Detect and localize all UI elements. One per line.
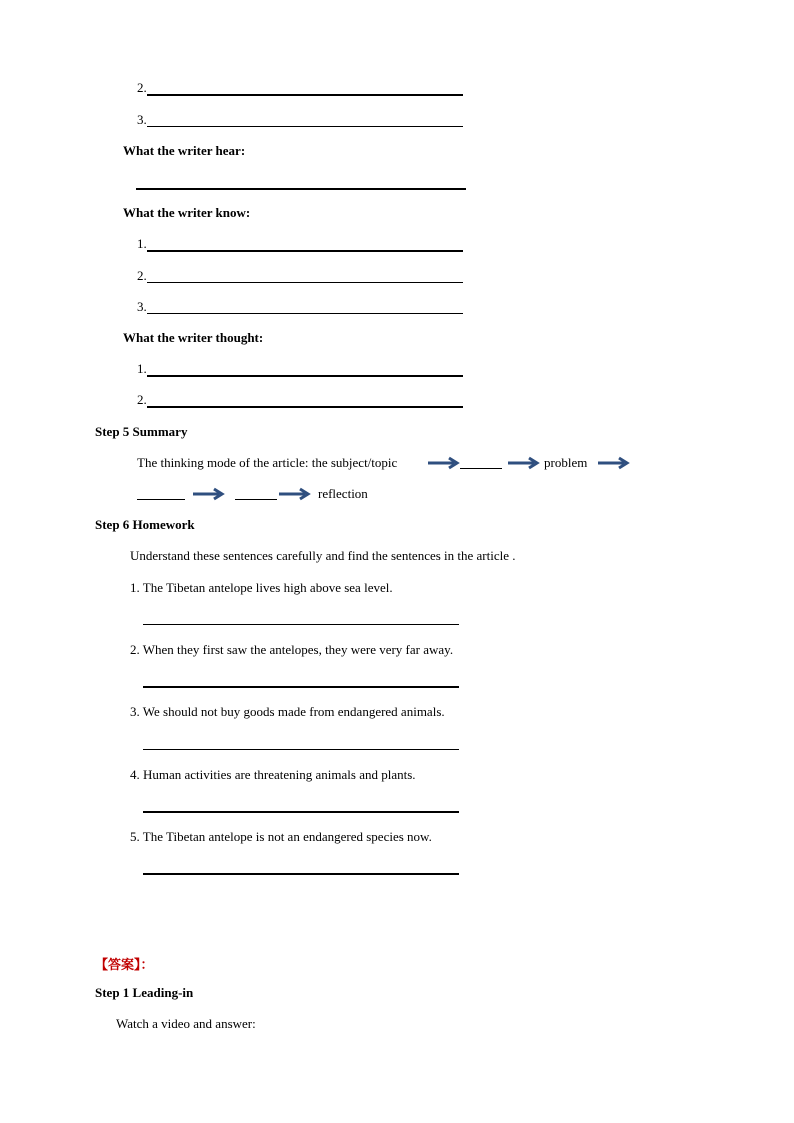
blank-line[interactable] bbox=[235, 499, 277, 500]
blank-line[interactable] bbox=[137, 499, 185, 500]
item-number: 3. bbox=[137, 112, 147, 127]
arrow-right-icon bbox=[278, 487, 312, 501]
answer-line[interactable] bbox=[147, 313, 463, 314]
answer-line[interactable] bbox=[143, 686, 459, 688]
answer-line[interactable] bbox=[147, 250, 463, 252]
section-heading-hear: What the writer hear: bbox=[123, 143, 246, 158]
homework-intro: Understand these sentences carefully and find the sentences in the article . bbox=[130, 548, 516, 563]
step6-heading: Step 6 Homework bbox=[95, 517, 195, 532]
arrow-right-icon bbox=[507, 456, 541, 470]
answer-line[interactable] bbox=[136, 188, 466, 190]
answer-line[interactable] bbox=[143, 749, 459, 750]
answer-tag: 【答案】： bbox=[95, 958, 154, 973]
homework-sentence: 5. The Tibetan antelope is not an endangered species now. bbox=[130, 829, 432, 844]
blank-line[interactable] bbox=[460, 468, 502, 469]
arrow-right-icon bbox=[192, 487, 226, 501]
item-number: 2. bbox=[137, 268, 147, 283]
homework-sentence: 3. We should not buy goods made from endangered animals. bbox=[130, 704, 445, 719]
item-number: 1. bbox=[137, 361, 147, 376]
section-heading-thought: What the writer thought: bbox=[123, 330, 264, 345]
answer-line[interactable] bbox=[147, 375, 463, 377]
arrow-right-icon bbox=[597, 456, 631, 470]
homework-sentence: 4. Human activities are threatening animals and plants. bbox=[130, 767, 416, 782]
answer-line[interactable] bbox=[143, 811, 459, 813]
item-number: 1. bbox=[137, 236, 147, 251]
item-number: 2. bbox=[137, 392, 147, 407]
summary-text: The thinking mode of the article: the subject/topic bbox=[137, 455, 398, 470]
step5-heading: Step 5 Summary bbox=[95, 424, 188, 439]
answer-line[interactable] bbox=[147, 282, 463, 283]
homework-sentence: 2. When they first saw the antelopes, they were very far away. bbox=[130, 642, 454, 657]
item-number: 3. bbox=[137, 299, 147, 314]
section-heading-know: What the writer know: bbox=[123, 205, 251, 220]
summary-problem: problem bbox=[544, 455, 588, 470]
answer-line[interactable] bbox=[147, 406, 463, 408]
item-number: 2. bbox=[137, 80, 147, 95]
answer-line[interactable] bbox=[147, 126, 463, 127]
step1-heading: Step 1 Leading-in bbox=[95, 985, 194, 1000]
step1-text: Watch a video and answer: bbox=[116, 1016, 256, 1031]
arrow-right-icon bbox=[427, 456, 461, 470]
answer-line[interactable] bbox=[143, 873, 459, 875]
answer-line[interactable] bbox=[147, 94, 463, 96]
summary-reflection: reflection bbox=[318, 486, 368, 501]
homework-sentence: 1. The Tibetan antelope lives high above sea level. bbox=[130, 580, 393, 595]
answer-line[interactable] bbox=[143, 624, 459, 625]
